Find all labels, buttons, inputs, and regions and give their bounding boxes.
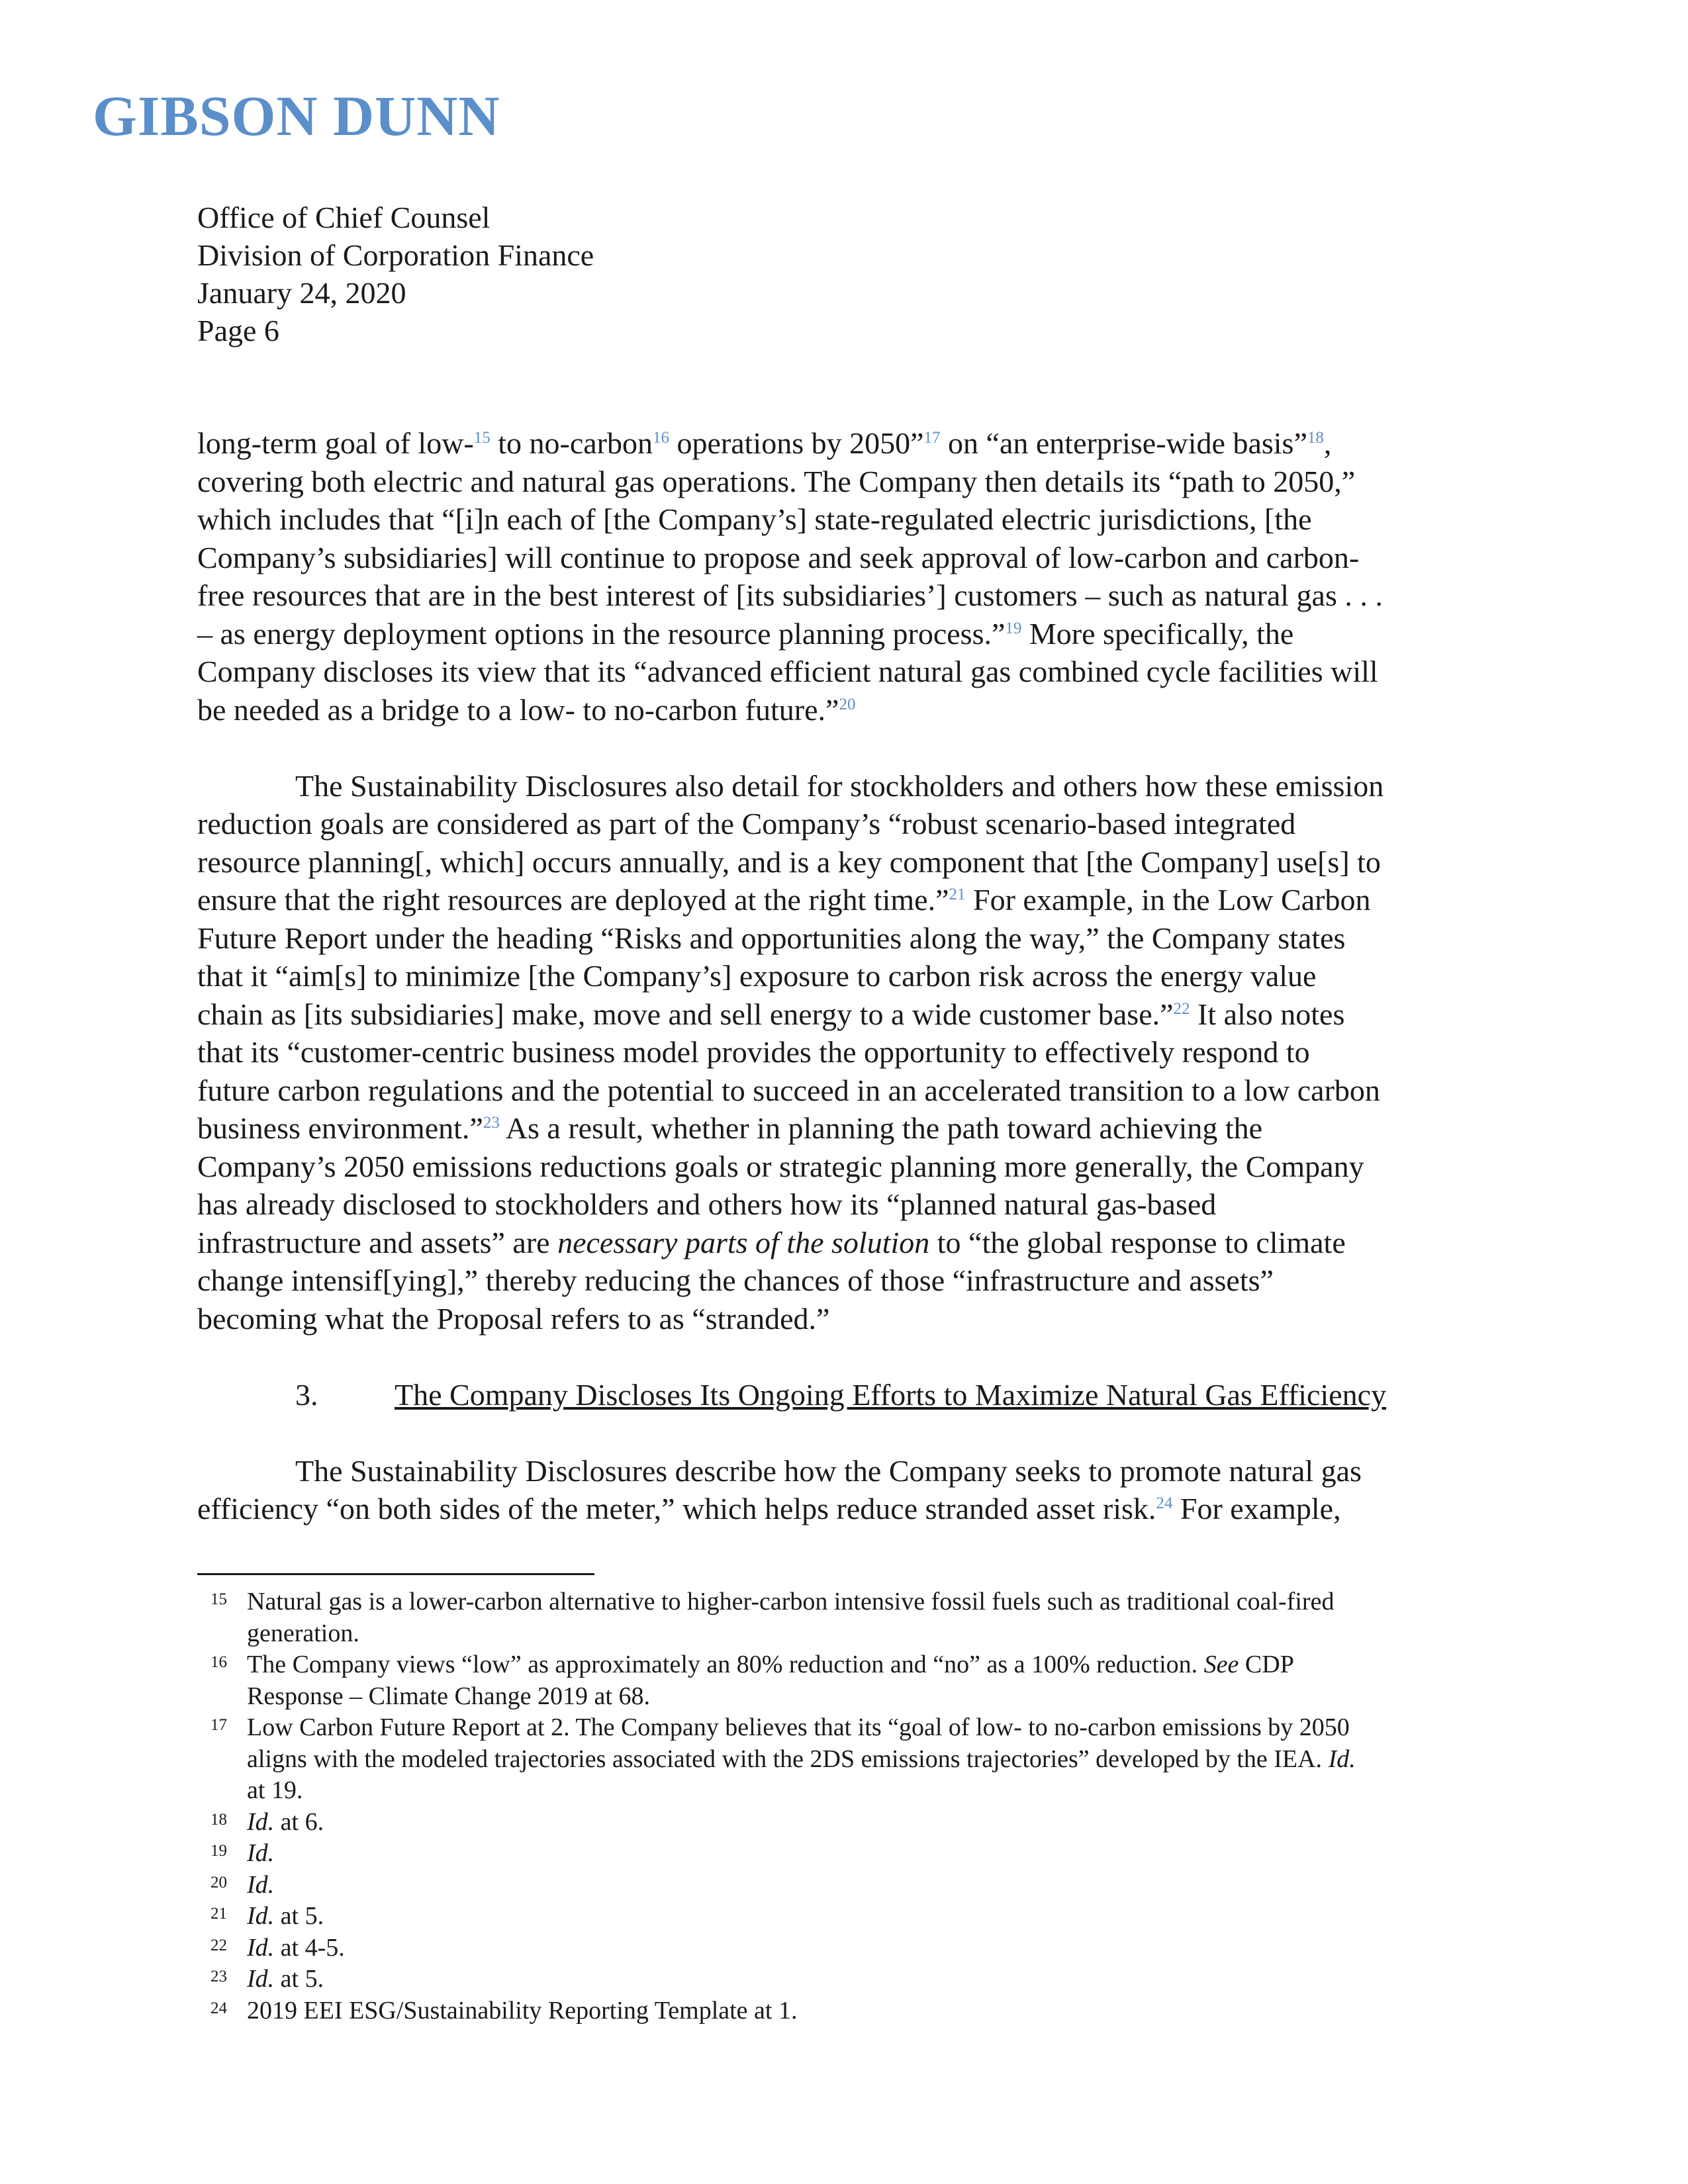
footnote-text: [247, 1870, 1493, 1901]
footnote-21: [197, 1901, 1493, 1933]
footnote-15: [197, 1586, 1493, 1649]
letter-body: [197, 424, 1493, 1528]
text-line: [197, 995, 1493, 1034]
emphasis-text: See: [1203, 1651, 1239, 1678]
text-line: The Sustainability Disclosures also detail for stockholders and others how these emission: [295, 768, 1384, 803]
footnote-text: 2019 EEI ESG/Sustainability Reporting Template at 1.: [247, 1996, 798, 2025]
text-span: aligns with the modeled trajectories associated with the 2DS emissions trajectories” developed by the IEA.: [247, 1745, 1329, 1773]
emphasis-text: Id.: [247, 1839, 275, 1867]
text-span: efficiency “on both sides of the meter,” which helps reduce stranded asset risk.: [197, 1492, 1156, 1525]
footnote-ref-16[interactable]: 16: [653, 429, 669, 447]
footnote-18: [197, 1807, 1493, 1839]
footnote-ref-19[interactable]: 19: [1005, 619, 1022, 637]
text-line: which includes that “[i]n each of [the Company’s] state-regulated electric jurisdictions, [the: [197, 502, 1312, 536]
text-span: at 5.: [274, 1965, 324, 1993]
text-line: [197, 424, 1493, 463]
text-span: CDP: [1239, 1651, 1294, 1678]
footnote-22: [197, 1933, 1493, 1964]
header-division: Division of Corporation Finance: [197, 238, 594, 272]
text-line: that it “aim[s] to minimize [the Company’s] exposure to carbon risk across the energy value: [197, 959, 1317, 993]
text-span: For example,: [1172, 1492, 1341, 1525]
text-span: on “an enterprise-wide basis”: [940, 426, 1307, 460]
footnote-text: [247, 1744, 1493, 1776]
footnote-number: 15: [211, 1590, 227, 1608]
letter-header: [197, 199, 594, 349]
footnote-number: 16: [211, 1653, 227, 1671]
text-span: at 4-5.: [274, 1933, 345, 1962]
text-line: Company’s 2050 emissions reductions goals or strategic planning more generally, the Company: [197, 1149, 1364, 1183]
section-heading-3: [197, 1376, 1493, 1414]
header-recipient: Office of Chief Counsel: [197, 201, 491, 234]
footnote-number: 17: [211, 1716, 227, 1734]
footnote-ref-22[interactable]: 22: [1173, 999, 1190, 1018]
footnote-19: [197, 1838, 1493, 1870]
text-line: Company’s subsidiaries] will continue to propose and seek approval of low-carbon and carbon-: [197, 540, 1360, 574]
footnote-text: [247, 1933, 1493, 1964]
text-line: covering both electric and natural gas operations. The Company then details its “path to 2050,”: [197, 464, 1356, 498]
text-span: chain as [its subsidiaries] make, move and sell energy to a wide customer base.”: [197, 997, 1174, 1031]
emphasis-text: Id.: [1328, 1745, 1356, 1773]
footnote-number: 20: [211, 1873, 227, 1891]
footnote-text: [247, 1964, 1493, 1995]
text-span: at 6.: [274, 1807, 324, 1836]
firm-logo: GIBSON DUNN: [93, 84, 500, 148]
paragraph-2: [197, 767, 1493, 1338]
footnote-ref-21[interactable]: 21: [949, 886, 966, 903]
section-title: The Company Discloses Its Ongoing Efforts to Maximize Natural Gas Efficiency: [395, 1377, 1387, 1412]
text-span: at 5.: [274, 1902, 324, 1930]
footnote-number: 19: [211, 1842, 227, 1860]
text-span: infrastructure and assets” are: [197, 1225, 558, 1259]
text-line: Company discloses its view that its “advanced efficient natural gas combined cycle facilities will: [197, 655, 1378, 688]
paragraph-1: [197, 424, 1493, 729]
footnote-text: generation.: [247, 1619, 359, 1647]
emphasis-text: necessary parts of the solution: [557, 1225, 930, 1259]
footnote-text: [247, 1807, 1493, 1839]
emphasis-text: Id.: [247, 1807, 275, 1836]
footnote-number: 22: [211, 1936, 227, 1954]
footnote-text: Natural gas is a lower-carbon alternative to higher-carbon intensive fossil fuels such as traditional coal-fired: [247, 1588, 1335, 1615]
text-span: business environment.”: [197, 1111, 483, 1145]
header-date: January 24, 2020: [197, 276, 406, 310]
text-line: that its “customer-centric business model provides the opportunity to effectively respond to: [197, 1035, 1310, 1069]
paragraph-3: [197, 1452, 1493, 1528]
footnotes: [197, 1586, 1493, 2026]
text-span: ,: [1323, 426, 1332, 460]
footnote-ref-15[interactable]: 15: [473, 429, 491, 447]
text-line: [197, 691, 1493, 729]
text-span: long-term goal of low-: [197, 426, 474, 460]
text-span: ensure that the right resources are deployed at the right time.”: [197, 883, 949, 917]
footnote-text: [247, 1838, 1493, 1870]
footnote-text: at 19.: [247, 1776, 303, 1804]
emphasis-text: Id.: [247, 1965, 275, 1993]
text-line: [197, 1224, 1493, 1262]
text-line: [197, 881, 1493, 919]
footnote-ref-20[interactable]: 20: [839, 695, 856, 713]
footnote-16: [197, 1649, 1493, 1712]
text-span: to “the global response to climate: [929, 1225, 1346, 1259]
footnote-text: [247, 1649, 1493, 1681]
text-line: has already disclosed to stockholders and others how its “planned natural gas-based: [197, 1187, 1217, 1221]
footnote-separator: [197, 1573, 594, 1575]
footnote-23: [197, 1964, 1493, 1995]
text-span: to no-carbon: [490, 426, 653, 460]
text-line: reduction goals are considered as part of the Company’s “robust scenario-based integrated: [197, 807, 1296, 841]
footnote-number: 24: [211, 1999, 227, 2017]
text-line: change intensif[ying],” thereby reducing the chances of those “infrastructure and assets”: [197, 1263, 1274, 1297]
text-line: [197, 615, 1493, 653]
footnote-number: 18: [211, 1810, 227, 1829]
header-page-number: Page 6: [197, 314, 279, 347]
emphasis-text: Id.: [247, 1933, 275, 1962]
text-span: – as energy deployment options in the resource planning process.”: [197, 616, 1006, 651]
text-span: For example, in the Low Carbon: [965, 883, 1371, 917]
text-line: [197, 1109, 1493, 1148]
text-line: Future Report under the heading “Risks and opportunities along the way,” the Company states: [197, 921, 1346, 955]
text-span: It also notes: [1190, 997, 1345, 1031]
footnote-text: [247, 1901, 1493, 1933]
footnote-17: [197, 1712, 1493, 1807]
footnote-number: 21: [211, 1905, 227, 1923]
text-line: resource planning[, which] occurs annually, and is a key component that [the Company] use[s] to: [197, 844, 1381, 879]
footnote-ref-24[interactable]: 24: [1156, 1494, 1173, 1512]
footnote-text: Response – Climate Change 2019 at 68.: [247, 1682, 650, 1710]
text-line: future carbon regulations and the potential to succeed in an accelerated transition to a low carbon: [197, 1073, 1380, 1107]
text-line: becoming what the Proposal refers to as “stranded.”: [197, 1301, 830, 1336]
text-span: be needed as a bridge to a low- to no-carbon future.”: [197, 692, 839, 727]
text-span: As a result, whether in planning the path toward achieving the: [499, 1111, 1263, 1145]
footnote-20: [197, 1870, 1493, 1901]
footnote-text: Low Carbon Future Report at 2. The Company believes that its “goal of low- to no-carbon emissions by 2050: [247, 1713, 1350, 1741]
emphasis-text: Id.: [247, 1870, 275, 1899]
section-number: 3.: [295, 1377, 318, 1412]
footnote-number: 23: [211, 1968, 227, 1985]
text-line: [197, 1490, 1493, 1528]
text-line: The Sustainability Disclosures describe how the Company seeks to promote natural gas: [295, 1453, 1362, 1488]
text-span: operations by 2050”: [669, 426, 924, 460]
text-span: The Company views “low” as approximately an 80% reduction and “no” as a 100% reduction.: [247, 1651, 1204, 1678]
footnote-ref-23[interactable]: 23: [483, 1114, 500, 1132]
footnote-24: [197, 1995, 1493, 2027]
footnote-ref-17[interactable]: 17: [923, 429, 941, 447]
emphasis-text: Id.: [247, 1902, 275, 1930]
text-line: free resources that are in the best interest of [its subsidiaries’] customers – such as natural gas . . .: [197, 578, 1383, 612]
footnote-ref-18[interactable]: 18: [1307, 429, 1324, 447]
text-span: More specifically, the: [1021, 616, 1294, 651]
